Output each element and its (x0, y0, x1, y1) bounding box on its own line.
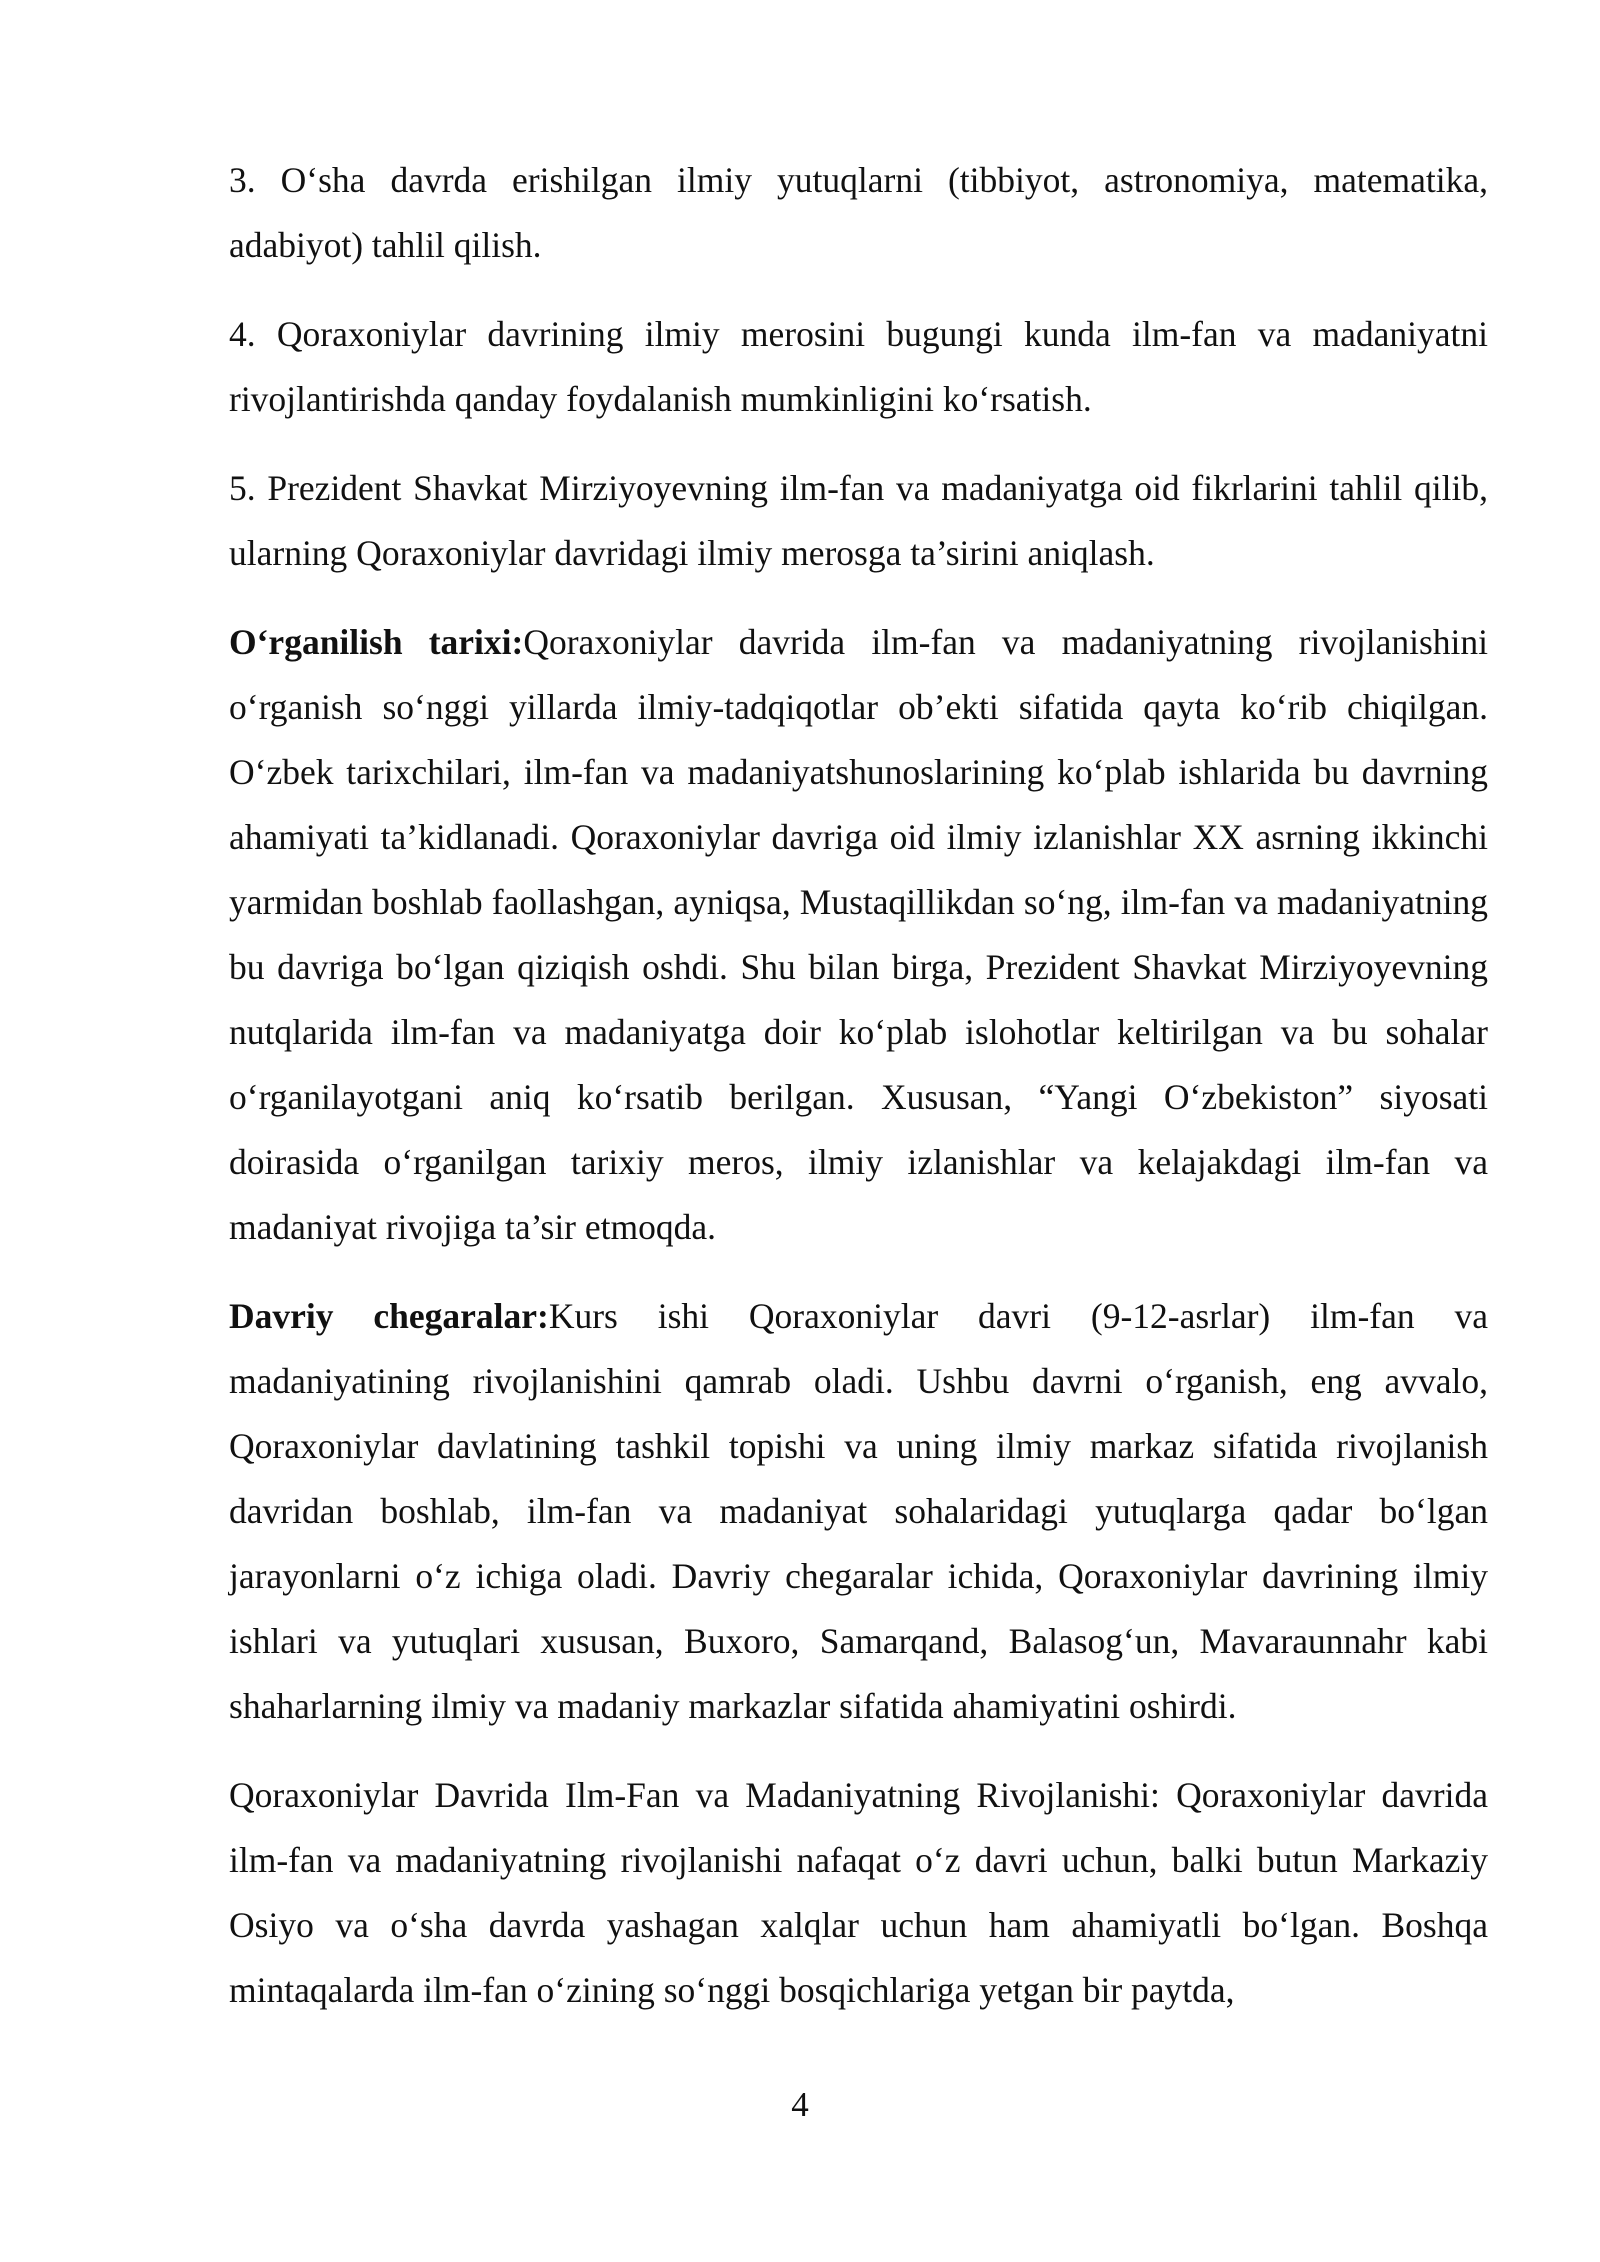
paragraph-text: 4. Qoraxoniylar davrining ilmiy merosini bugungi kunda ilm-fan va madaniyatni rivojlantirishda qanday foydalanish mumkinligini ko‘rsatish. (229, 314, 1488, 419)
paragraph-text: 3. O‘sha davrda erishilgan ilmiy yutuqlarni (tibbiyot, astronomiya, matematika, adabiyot) tahlil qilish. (229, 160, 1488, 265)
page-number: 4 (791, 2085, 809, 2124)
paragraph-heading: Davriy chegaralar: (229, 1296, 549, 1336)
paragraph-text: Qoraxoniylar davrida ilm-fan va madaniyatning rivojlanishini o‘rganish so‘nggi yillarda ilmiy-tadqiqotlar ob’ekti sifatida qayta ko‘rib chiqilgan. O‘zbek tarixchilari, ilm-fan va madaniyatshunoslarining ko‘plab ishlarida bu davrning ahamiyati ta’kidlanadi. Qoraxoniylar davriga oid ilmiy izlanishlar XX asrning ikkinchi yarmidan boshlab faollashgan, ayniqsa, Mustaqillikdan so‘ng, ilm-fan va madaniyatning bu davriga bo‘lgan qiziqish oshdi. Shu bilan birga, Prezident Shavkat Mirziyoyevning nutqlarida ilm-fan va madaniyatga doir ko‘plab islohotlar keltirilgan va bu sohalar o‘rganilayotgani aniq ko‘rsatib berilgan. Xususan, “Yangi O‘zbekiston” siyosati doirasida o‘rganilgan tarixiy meros, ilmiy izlanishlar va kelajakdagi ilm-fan va madaniyat rivojiga ta’sir etmoqda. (229, 622, 1488, 1247)
paragraph-heading: O‘rganilish tarixi: (229, 622, 524, 662)
paragraph-period-limits (229, 1284, 1488, 1739)
paragraph-development (229, 1763, 1488, 2023)
paragraph-item-3 (229, 148, 1488, 278)
paragraph-item-5 (229, 456, 1488, 586)
page-body (229, 148, 1488, 2047)
paragraph-text: Kurs ishi Qoraxoniylar davri (9-12-asrlar) ilm-fan va madaniyatining rivojlanishini qamrab oladi. Ushbu davrni o‘rganish, eng avvalo, Qoraxoniylar davlatining tashkil topishi va uning ilmiy markaz sifatida rivojlanish davridan boshlab, ilm-fan va madaniyat sohalaridagi yutuqlarga qadar bo‘lgan jarayonlarni o‘z ichiga oladi. Davriy chegaralar ichida, Qoraxoniylar davrining ilmiy ishlari va yutuqlari xususan, Buxoro, Samarqand, Balasog‘un, Mavaraunnahr kabi shaharlarning ilmiy va madaniy markazlar sifatida ahamiyatini oshirdi. (229, 1296, 1488, 1726)
paragraph-item-4 (229, 302, 1488, 432)
paragraph-study-history (229, 610, 1488, 1260)
paragraph-text: 5. Prezident Shavkat Mirziyoyevning ilm-fan va madaniyatga oid fikrlarini tahlil qilib, ularning Qoraxoniylar davridagi ilmiy merosga ta’sirini aniqlash. (229, 468, 1488, 573)
paragraph-text: Qoraxoniylar Davrida Ilm-Fan va Madaniyatning Rivojlanishi: Qoraxoniylar davrida ilm-fan va madaniyatning rivojlanishi nafaqat o‘z davri uchun, balki butun Markaziy Osiyo va o‘sha davrda yashagan xalqlar uchun ham ahamiyatli bo‘lgan. Boshqa mintaqalarda ilm-fan o‘zining so‘nggi bosqichlariga yetgan bir paytda, (229, 1775, 1488, 2010)
